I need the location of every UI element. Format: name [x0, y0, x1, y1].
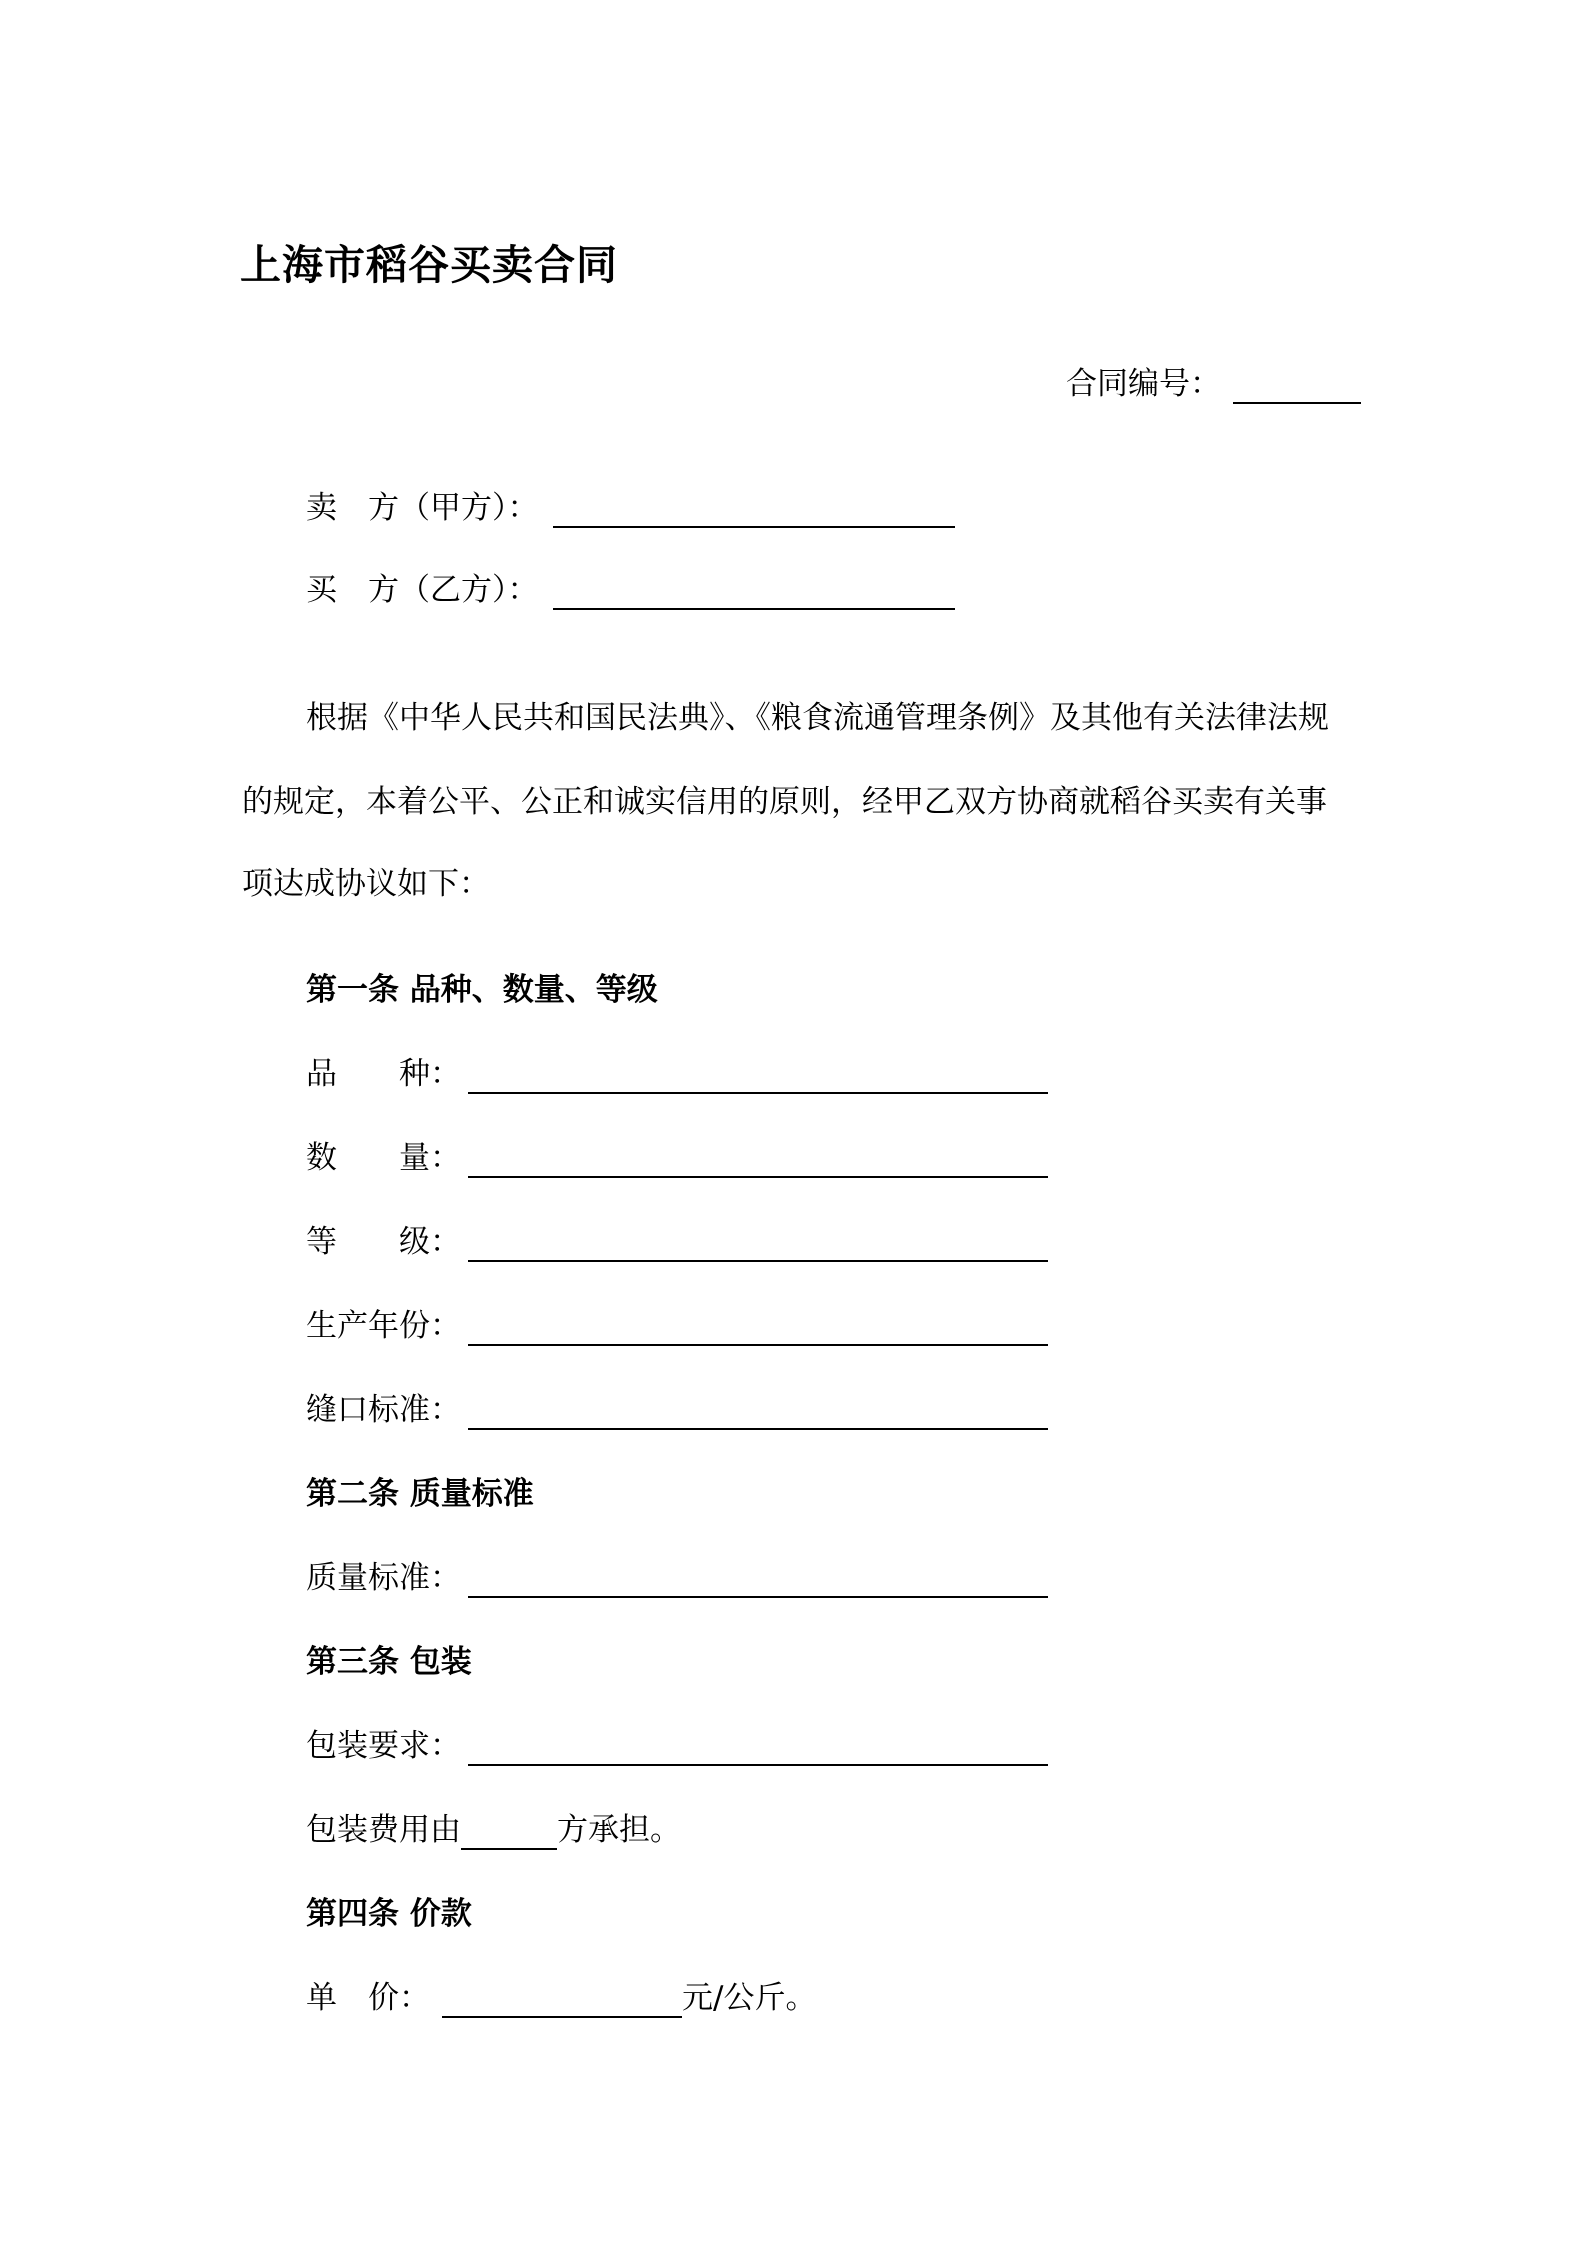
article-2-heading: 第二条 质量标准: [306, 1476, 534, 1512]
year-label: 生产年份：: [306, 1308, 461, 1344]
document-title: 上海市稻谷买卖合同: [240, 241, 618, 289]
packaging-label: 包装要求：: [306, 1728, 461, 1764]
packaging-cost-row: [306, 1810, 681, 1850]
article-1-heading: 第一条 品种、数量、等级: [306, 972, 658, 1008]
preamble-line-3: 项达成协议如下：: [242, 866, 490, 902]
article-4-heading: 第四条 价款: [306, 1896, 472, 1932]
variety-row: [306, 1054, 1048, 1094]
unit-price-unit: 元/公斤。: [682, 1980, 817, 2016]
unit-price-field[interactable]: [442, 1988, 682, 2018]
article-3-heading: 第三条 包装: [306, 1644, 472, 1680]
grade-label: 等 级：: [306, 1224, 461, 1260]
year-field[interactable]: [468, 1316, 1048, 1346]
contract-number-label: 合同编号：: [1066, 366, 1221, 402]
buyer-row: [306, 570, 955, 610]
contract-number-row: [1066, 364, 1361, 404]
grade-field[interactable]: [468, 1232, 1048, 1262]
quantity-label: 数 量：: [306, 1140, 461, 1176]
unit-price-label: 单 价：: [306, 1980, 430, 2016]
contract-number-field[interactable]: [1233, 374, 1361, 404]
seller-label: 卖 方（甲方）：: [306, 490, 539, 526]
quantity-field[interactable]: [468, 1148, 1048, 1178]
unit-price-row: [306, 1978, 816, 2018]
quantity-row: [306, 1138, 1048, 1178]
seller-row: [306, 488, 955, 528]
quality-label: 质量标准：: [306, 1560, 461, 1596]
seller-field[interactable]: [553, 498, 955, 528]
packaging-cost-party-field[interactable]: [461, 1820, 557, 1850]
packaging-cost-suffix: 方承担。: [557, 1812, 681, 1848]
buyer-label: 买 方（乙方）：: [306, 572, 539, 608]
grade-row: [306, 1222, 1048, 1262]
crack-standard-row: [306, 1390, 1048, 1430]
packaging-cost-prefix: 包装费用由: [306, 1812, 461, 1848]
preamble-line-2: 的规定，本着公平、公正和诚实信用的原则，经甲乙双方协商就稻谷买卖有关事: [242, 784, 1327, 820]
year-row: [306, 1306, 1048, 1346]
crack-standard-label: 缝口标准：: [306, 1392, 461, 1428]
variety-field[interactable]: [468, 1064, 1048, 1094]
variety-label: 品 种：: [306, 1056, 461, 1092]
crack-standard-field[interactable]: [468, 1400, 1048, 1430]
quality-field[interactable]: [468, 1568, 1048, 1598]
quality-row: [306, 1558, 1048, 1598]
preamble-line-1: 根据《中华人民共和国民法典》、《粮食流通管理条例》及其他有关法律法规: [306, 700, 1329, 736]
packaging-field[interactable]: [468, 1736, 1048, 1766]
packaging-row: [306, 1726, 1048, 1766]
buyer-field[interactable]: [553, 580, 955, 610]
